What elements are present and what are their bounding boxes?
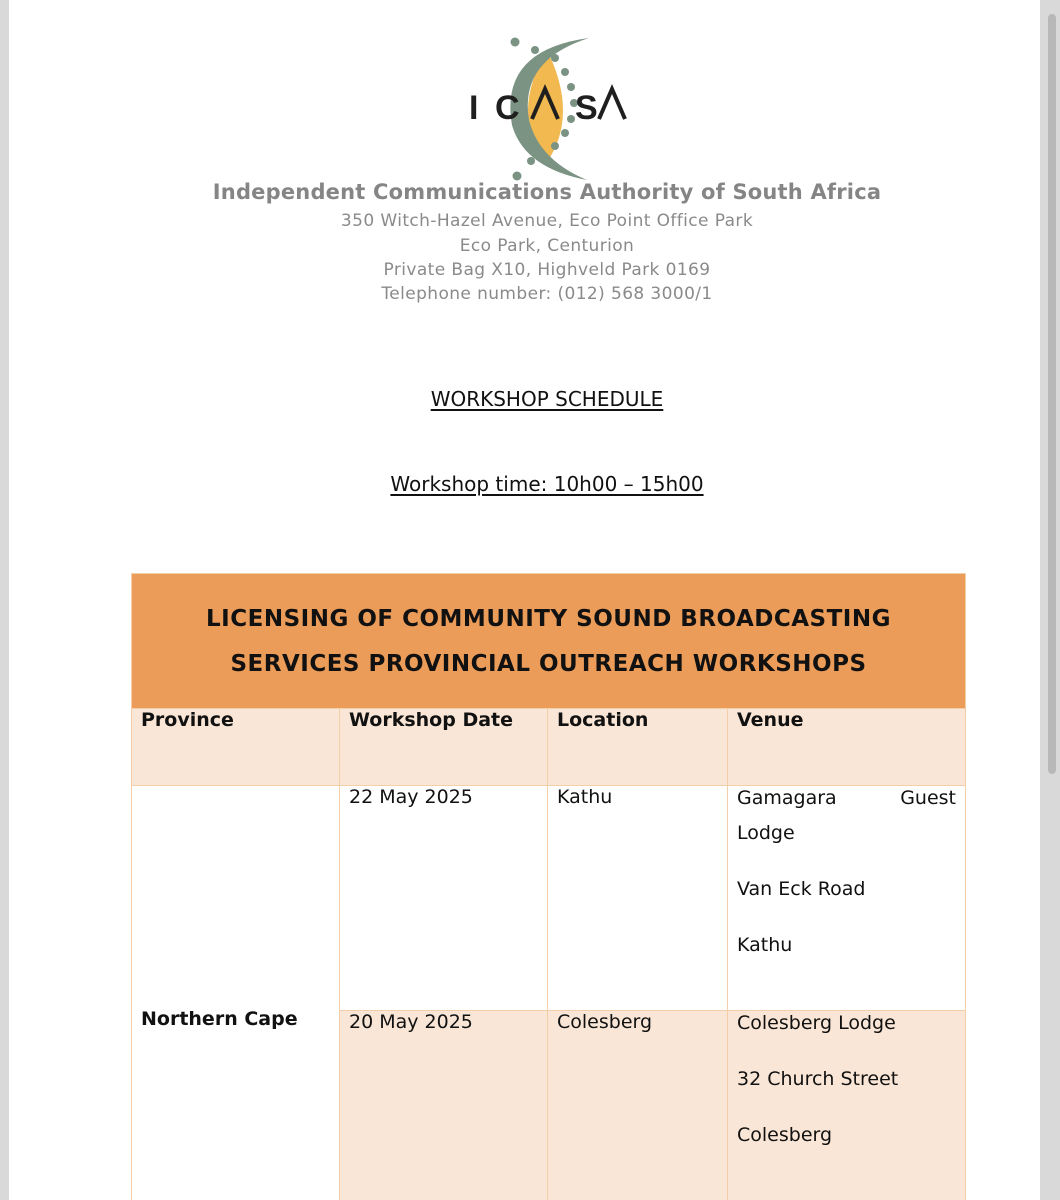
logo-letter-s: S bbox=[575, 89, 598, 127]
document-title: WORKSHOP SCHEDULE bbox=[430, 387, 664, 411]
column-header-province: Province bbox=[132, 709, 340, 786]
venue-line: Van Eck Road bbox=[737, 878, 866, 900]
logo-letter-c: C bbox=[495, 89, 520, 127]
venue-cell bbox=[728, 786, 966, 1011]
venue-cell bbox=[728, 1011, 966, 1200]
venue-line: Colesberg Lodge bbox=[737, 1012, 896, 1034]
venue-line: Kathu bbox=[737, 934, 793, 956]
table-row bbox=[132, 786, 966, 1011]
address-line-3: Private Bag X10, Highveld Park 0169 bbox=[383, 260, 711, 280]
icasa-logo bbox=[9, 0, 1040, 185]
organization-name: Independent Communications Authority of South Africa bbox=[212, 180, 882, 204]
table-heading-line-2: SERVICES PROVINCIAL OUTREACH WORKSHOPS bbox=[230, 651, 867, 677]
table-heading-line-1: LICENSING OF COMMUNITY SOUND BROADCASTING bbox=[206, 606, 891, 632]
venue-word: Gamagara bbox=[737, 787, 837, 809]
venue-word: Guest bbox=[900, 787, 957, 809]
table-heading bbox=[132, 574, 966, 709]
location-cell: Colesberg bbox=[548, 1011, 728, 1200]
venue-line: Colesberg bbox=[737, 1124, 833, 1146]
address-line-2: Eco Park, Centurion bbox=[459, 236, 635, 256]
location-cell: Kathu bbox=[548, 786, 728, 1011]
workshop-time: Workshop time: 10h00 – 15h00 bbox=[390, 472, 704, 496]
column-header-venue: Venue bbox=[728, 709, 966, 786]
telephone-line: Telephone number: (012) 568 3000/1 bbox=[381, 284, 713, 304]
workshop-schedule-table bbox=[131, 573, 966, 1200]
scrollbar-thumb[interactable] bbox=[1048, 14, 1056, 774]
venue-line bbox=[737, 786, 956, 810]
logo-letter-i: I bbox=[469, 89, 479, 127]
province-cell: Northern Cape bbox=[132, 786, 340, 1200]
date-cell: 22 May 2025 bbox=[340, 786, 548, 1011]
column-header-date: Workshop Date bbox=[340, 709, 548, 786]
address-line-1: 350 Witch-Hazel Avenue, Eco Point Office Park bbox=[340, 211, 754, 231]
column-header-location: Location bbox=[548, 709, 728, 786]
logo-letter-a2 bbox=[599, 89, 625, 119]
venue-line: 32 Church Street bbox=[737, 1068, 899, 1090]
document-page bbox=[9, 0, 1040, 1200]
venue-line: Lodge bbox=[737, 822, 795, 844]
date-cell: 20 May 2025 bbox=[340, 1011, 548, 1200]
